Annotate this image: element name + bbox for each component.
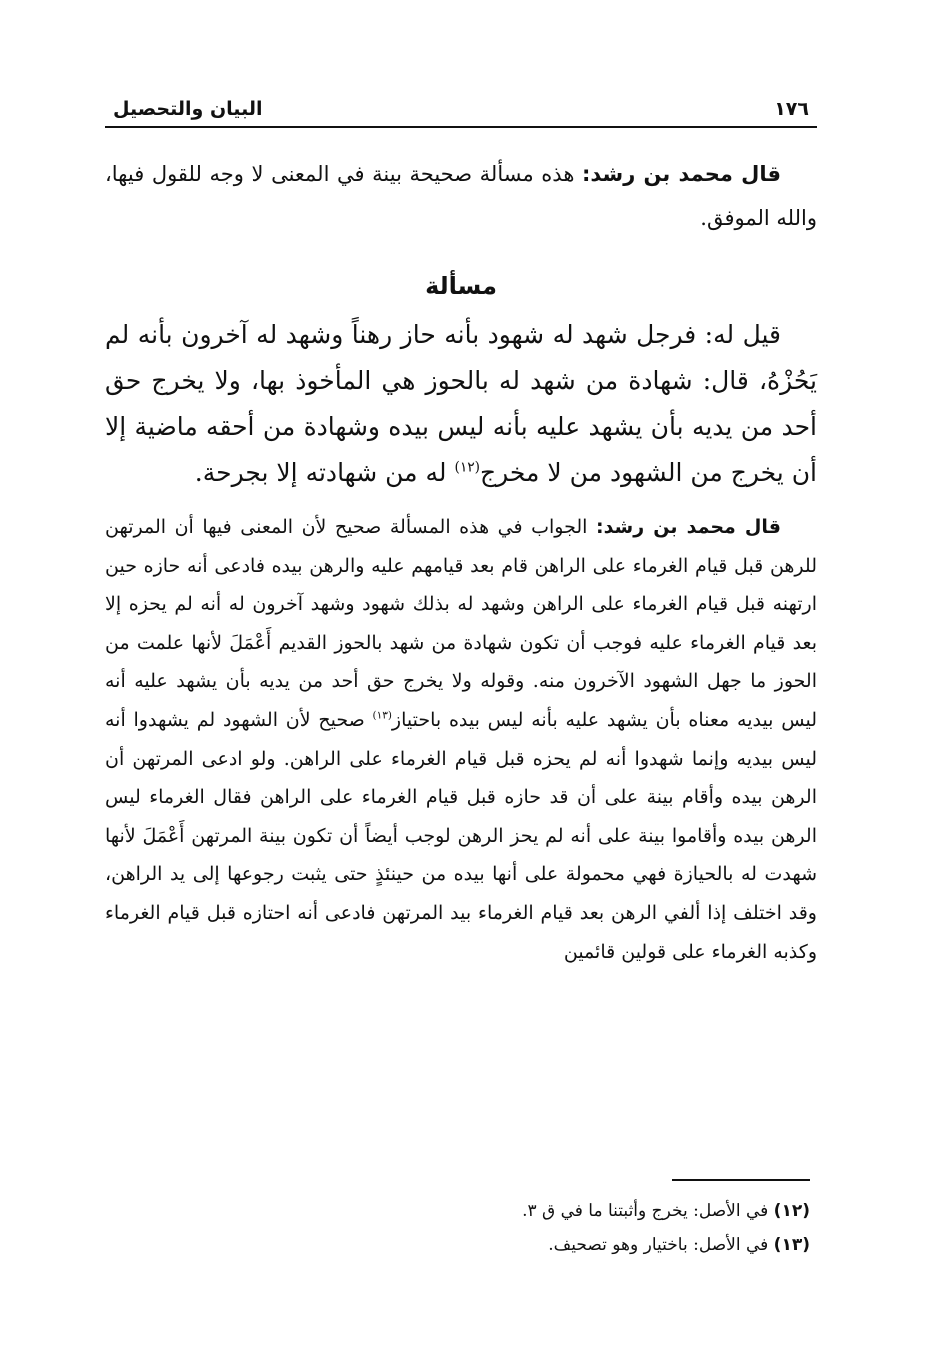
running-head: [105, 96, 817, 128]
footnote-number: (١٣): [773, 1235, 810, 1255]
page-number: ١٧٦: [774, 98, 809, 120]
footnote-ref-12: (١٢): [454, 459, 480, 476]
footnote-ref-13: (١٣): [372, 709, 392, 722]
footnote-text: في الأصل: باختيار وهو تصحيف.: [548, 1235, 769, 1255]
answer-text-end: صحيح لأن الشهود لم يشهدوا أنه ليس بيديه وإنما شهدوا أنه لم يحزه قبل قيام الغرماء على الراهن. ولو ادعى المرتهن أن الرهن بيده وأقام بينة على أن قد حازه قبل قيام الغرماء على الراهن فقال الغرماء ليس الرهن بيده وأقاموا بينة على أنه لم يحز الرهن لوجب أيضاً أن تكون بينة المرتهن أَعْمَلَ لأنها شهدت له بالحيازة فهي محمولة على أنها بيده من حينئذٍ حتى يثبت رجوعها إلى يد الراهن، وقد اختلف إذا ألفي الرهن بعد قيام الغرماء بيد المرتهن فادعى أنه احتازه قبل قيام الغرماء وكذبه الغرماء على قولين قائمين: [105, 708, 817, 963]
footnote-12: [300, 1194, 810, 1228]
answer-lead: قال محمد بن رشد:: [595, 516, 781, 538]
footnote-text: في الأصل: يخرج وأثبتنا ما في ق ٣.: [522, 1201, 769, 1221]
answer-paragraph: [105, 508, 817, 971]
question-paragraph: [105, 312, 817, 496]
commentary-text: هذه مسألة صحيحة بينة في المعنى لا وجه للقول فيها، والله الموفق.: [105, 162, 817, 230]
footnote-13: [300, 1228, 810, 1262]
footnotes: [300, 1194, 810, 1262]
page-body: [105, 96, 817, 971]
commentary-paragraph-1: [105, 152, 817, 240]
section-title: مسألة: [425, 272, 497, 300]
footnote-number: (١٢): [773, 1201, 810, 1221]
question-text: قيل له: فرجل شهد له شهود بأنه حاز رهناً وشهد له آخرون بأنه لم يَحُزْهُ، قال: شهادة من شهد له بالحوز هي المأخوذ بها، ولا يخرج حق أحد من يديه بأن يشهد عليه بأنه ليس بيده وشهادة من أحقه ماضية إلا أن يخرج من الشهود من لا مخرج: [105, 320, 817, 487]
answer-text: الجواب في هذه المسألة صحيح لأن المعنى فيها أن المرتهن للرهن قبل قيام الغرماء على الراهن قام بعد قيامهم عليه والرهن بيده فادعى أنه حازه حين ارتهنه قبل قيام الغرماء على الراهن وشهد له بذلك شهود وشهد آخرون له أنه لم يحزه إلا بعد قيام الغرماء عليه فوجب أن تكون شهادة من شهد بالحوز القديم أَعْمَلَ لأنها علمت من الحوز ما جهل الشهود الآخرون منه. وقوله ولا يخرج حق أحد من يديه بأن يشهد عليه أنه ليس بيديه معناه بأن يشهد عليه بأنه ليس بيده باحتياز: [105, 516, 817, 731]
question-text-end: له من شهادته إلا بجرحة.: [194, 458, 447, 487]
commentary-lead: قال محمد بن رشد:: [582, 162, 781, 186]
footnote-rule: [672, 1179, 810, 1181]
book-title: البيان والتحصيل: [113, 98, 263, 120]
